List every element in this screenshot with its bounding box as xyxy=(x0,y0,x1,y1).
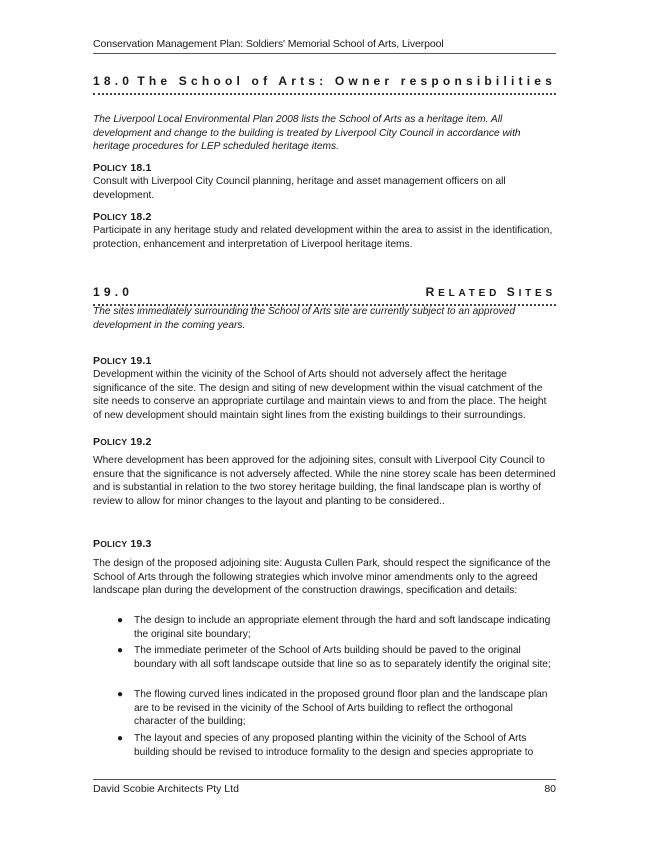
bullet-icon: ● xyxy=(117,615,124,626)
policy-19-2-text: Where development has been approved for the adjoining sites, consult with Liverpool City Council to ensure that the significance is not adversely affected. While the nine storey scale has been determined and is substantial in relation to the two storey heritage building, the final landscape plan is worthy of review to allow for minor changes to the layout and planting to be considered.. xyxy=(93,455,556,507)
policy-label-initial: P xyxy=(93,162,101,174)
policy-number: 19.2 xyxy=(130,436,152,448)
policy-label-rest: OLICY xyxy=(100,356,128,366)
policy-label-rest: OLICY xyxy=(100,437,128,447)
policy-number: 18.2 xyxy=(130,211,152,223)
policy-label-rest: OLICY xyxy=(100,539,128,549)
bullet-icon: ● xyxy=(117,645,124,656)
policy-label-rest: OLICY xyxy=(100,212,128,222)
section-19-title: RELATED SITES xyxy=(425,285,556,299)
list-item xyxy=(117,688,557,729)
section-19-number: 19.0 xyxy=(93,285,134,299)
footer-company: David Scobie Architects Pty Ltd xyxy=(93,783,239,795)
policy-19-1-text: Development within the vicinity of the School of Arts should not adversely affect the heritage significance of the site. The design and siting of new development within the visual catchment of the site needs to conserve an appropriate curtilage and maintain views to and from the place. The height of new development should maintain sight lines from the existing buildings to their surroundings. xyxy=(93,369,547,421)
list-item-text: The immediate perimeter of the School of Arts building should be paved to the original boundary with all soft landscape outside that line so as to separately identify the original site; xyxy=(134,645,551,670)
policy-label-initial: P xyxy=(93,211,101,223)
running-header xyxy=(93,38,556,54)
policy-18-2-text: Participate in any heritage study and related development within the area to assist in the identification, protection, enhancement and interpretation of Liverpool heritage items. xyxy=(93,225,553,250)
policy-label-initial: P xyxy=(93,436,101,448)
section-18-intro: The Liverpool Local Environmental Plan 2008 lists the School of Arts as a heritage item. All development and change to the building is treated by Liverpool City Council in accordance with heritage procedures for LEP scheduled heritage items. xyxy=(93,114,521,152)
policy-label-rest: OLICY xyxy=(100,163,128,173)
list-item-text: The layout and species of any proposed planting within the vicinity of the School of Arts building should be revised to introduce formality to the design and species appropriate to xyxy=(134,733,534,758)
bullet-icon: ● xyxy=(117,689,124,700)
policy-number: 19.3 xyxy=(130,538,152,550)
list-item-text: The flowing curved lines indicated in the proposed ground floor plan and the landscape plan are to be revised in the vicinity of the School of Arts building to reflect the orthogonal character of the building; xyxy=(134,689,548,727)
policy-18-2-title xyxy=(93,211,152,223)
policy-18-1-title xyxy=(93,162,152,174)
policy-19-3-text: The design of the proposed adjoining site: Augusta Cullen Park, should respect the significance of the School of Arts through the following strategies which involve minor amendments only to the agreed landscape plan during the development of the construction drawings, specification and details: xyxy=(93,558,551,596)
policy-19-1-title xyxy=(93,355,152,367)
page-footer xyxy=(93,779,556,795)
running-header-title: Conservation Management Plan: Soldiers' Memorial School of Arts, Liverpool xyxy=(93,38,444,50)
list-item xyxy=(117,732,557,759)
policy-19-3-title xyxy=(93,538,152,550)
list-item xyxy=(117,614,557,641)
policy-18-1-text: Consult with Liverpool City Council planning, heritage and asset management officers on all development. xyxy=(93,176,506,201)
section-18-heading xyxy=(93,74,556,95)
section-18-title: The School of Arts: Owner responsibilities xyxy=(137,74,556,88)
section-19-heading xyxy=(93,285,556,306)
policy-number: 19.1 xyxy=(130,355,152,367)
section-19-intro: The sites immediately surrounding the School of Arts site are currently subject to an approved development in the coming years. xyxy=(93,306,516,331)
page-number: 80 xyxy=(544,783,556,795)
list-item-text: The design to include an appropriate element through the hard and soft landscape indicating the original site boundary; xyxy=(134,615,551,640)
policy-19-2-title xyxy=(93,436,152,448)
policy-label-initial: P xyxy=(93,355,101,367)
policy-number: 18.1 xyxy=(130,162,152,174)
list-item xyxy=(117,644,557,671)
section-18-number: 18.0 xyxy=(93,74,134,88)
bullet-icon: ● xyxy=(117,733,124,744)
policy-label-initial: P xyxy=(93,538,101,550)
